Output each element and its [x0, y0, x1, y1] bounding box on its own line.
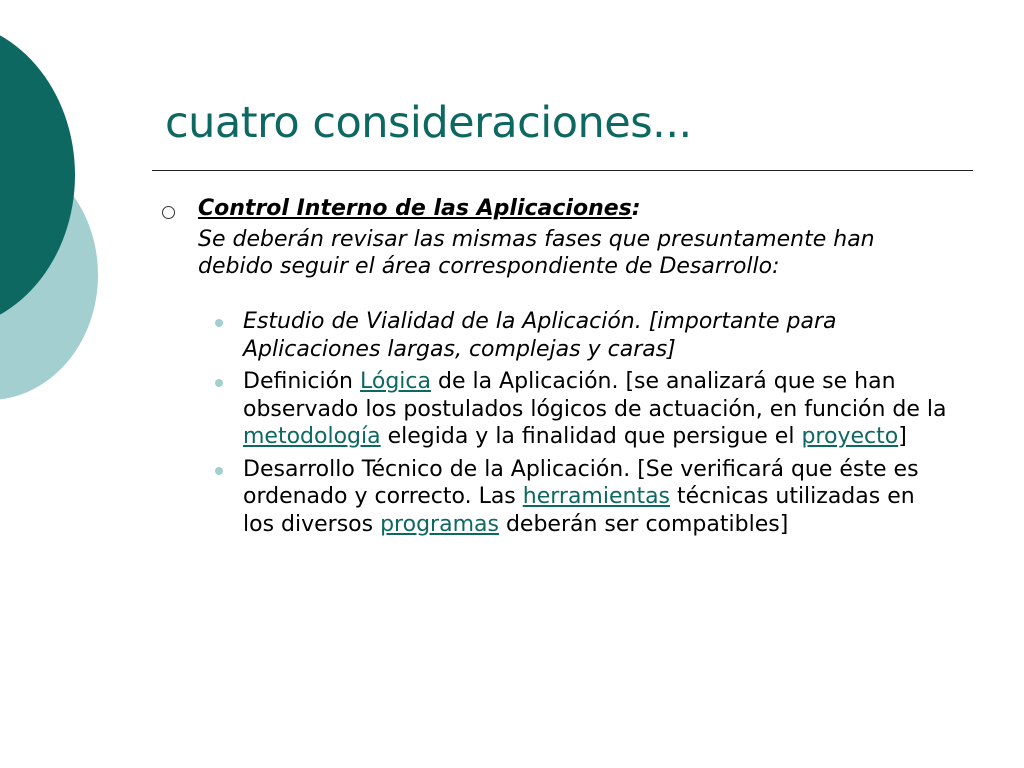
sub-item-text: elegida y la finalidad que persigue el — [380, 424, 802, 449]
link-programas[interactable]: programas — [380, 511, 499, 537]
slide-title: cuatro consideraciones... — [165, 98, 692, 148]
link-logica[interactable]: Lógica — [360, 369, 431, 394]
item-heading-colon: : — [631, 196, 641, 221]
link-metodologia[interactable]: metodología — [243, 424, 381, 449]
sub-item-text: Estudio de Vialidad de la Aplicación. [importante para Aplicaciones largas, complejas y caras] — [243, 309, 837, 362]
item-intro: Se deberán revisar las mismas fases que presuntamente han debido seguir el área correspondiente de Desarrollo: — [198, 227, 875, 279]
dot-bullet-icon — [215, 467, 223, 475]
sub-list-item — [205, 456, 950, 539]
slide-content — [160, 195, 950, 543]
item-heading-text: Control Interno de las Aplicaciones — [198, 196, 632, 221]
sub-item-text: Desarrollo Técnico de la Aplicación. [Se verificará que éste es ordenado y correcto. Las — [243, 456, 919, 509]
link-proyecto[interactable]: proyecto — [801, 424, 899, 449]
sub-item-text: ] — [898, 424, 907, 449]
link-herramientas[interactable]: herramientas — [522, 484, 671, 509]
hollow-circle-bullet-icon — [162, 206, 175, 219]
title-divider — [152, 170, 973, 171]
sub-list-item — [205, 368, 950, 451]
item-heading — [198, 195, 950, 222]
sub-item-text: de la Aplicación. [se analizará que se han observado los postulados lógicos de actuación, en función de la — [243, 369, 947, 422]
sub-list — [160, 308, 950, 538]
main-list-item — [160, 195, 950, 280]
sub-item-text: técnicas utilizadas en los diversos — [243, 484, 915, 537]
dot-bullet-icon — [215, 319, 223, 327]
dot-bullet-icon — [215, 379, 223, 387]
sub-item-text: Definición — [243, 369, 360, 394]
sub-list-item — [205, 308, 950, 363]
sub-item-text: deberán ser compatibles] — [498, 511, 789, 537]
